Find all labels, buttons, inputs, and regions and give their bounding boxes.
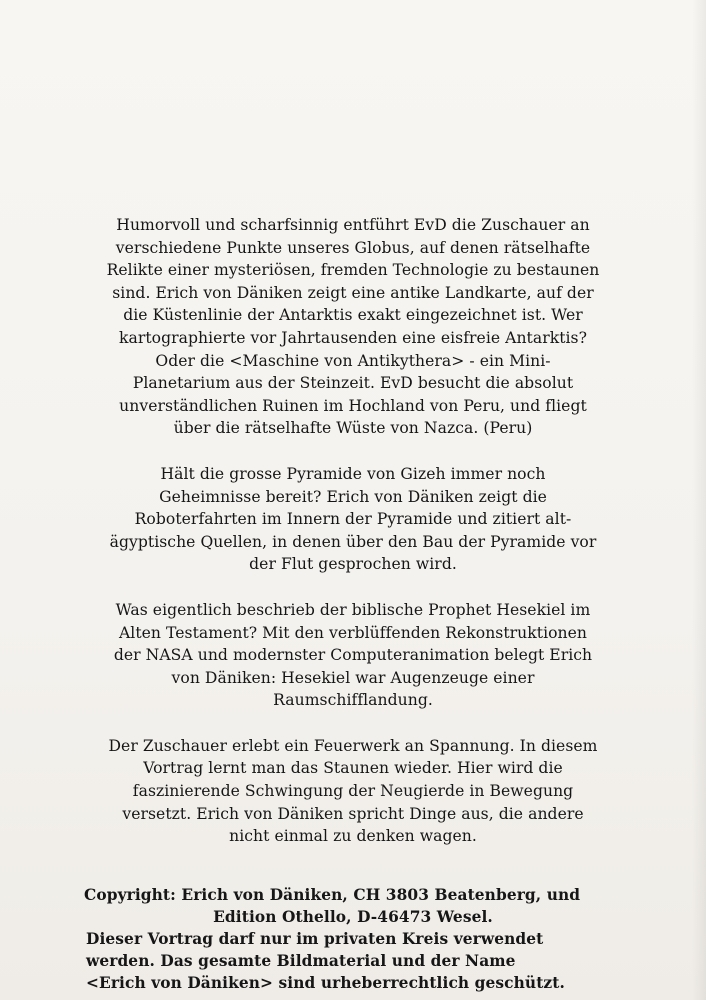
paragraph-hesekiel xyxy=(78,599,628,712)
text-line: Der Zuschauer erlebt ein Feuerwerk an Spannung. In diesem xyxy=(108,736,598,755)
copyright-line: werden. Das gesamte Bildmaterial und der Name xyxy=(86,952,516,970)
text-line: der Flut gesprochen wird. xyxy=(249,555,457,574)
description-text xyxy=(78,214,628,871)
text-line: der NASA und modernster Computeranimation belegt Erich xyxy=(113,646,593,665)
text-line: kartographierte vor Jahrtausenden eine eisfreie Antarktis? xyxy=(118,328,588,347)
text-line: Roboterfahrten im Innern der Pyramide und zitiert alt- xyxy=(134,510,572,529)
text-line: nicht einmal zu denken wagen. xyxy=(229,827,477,846)
text-line: Vortrag lernt man das Staunen wieder. Hier wird die xyxy=(143,759,563,778)
text-line: Geheimnisse bereit? Erich von Däniken zeigt die xyxy=(159,487,547,506)
text-line: Humorvoll und scharfsinnig entführt EvD die Zuschauer an xyxy=(116,216,590,234)
text-line: Planetarium aus der Steinzeit. EvD besucht die absolut xyxy=(132,374,574,393)
text-line: Raumschifflandung. xyxy=(273,691,433,710)
text-line: Alten Testament? Mit den verblüffenden Rekonstruktionen xyxy=(118,623,588,642)
text-line: Relikte einer mysteriösen, fremden Technologie zu bestaunen xyxy=(106,261,600,280)
text-line: faszinierende Schwingung der Neugierde in Bewegung xyxy=(132,782,574,801)
copyright-line: Edition Othello, D-46473 Wesel. xyxy=(213,908,493,926)
text-line: Oder die <Maschine von Antikythera> - ein Mini- xyxy=(155,351,551,370)
text-line: ägyptische Quellen, in denen über den Bau der Pyramide vor xyxy=(109,532,597,551)
text-line: verschiedene Punkte unseres Globus, auf denen rätselhafte xyxy=(115,238,591,257)
text-line: versetzt. Erich von Däniken spricht Dinge aus, die andere xyxy=(122,804,584,823)
copyright-notice xyxy=(70,884,636,994)
text-line: Hält die grosse Pyramide von Gizeh immer noch xyxy=(160,464,546,483)
text-line: über die rätselhafte Wüste von Nazca. (Peru) xyxy=(173,419,533,438)
paragraph-pyramide xyxy=(78,463,628,576)
copyright-line: Dieser Vortrag darf nur im privaten Kreis verwendet xyxy=(86,930,544,948)
text-line: von Däniken: Hesekiel war Augenzeuge einer xyxy=(171,668,535,687)
text-line: sind. Erich von Däniken zeigt eine antike Landkarte, auf der xyxy=(112,283,594,302)
page-edge-shadow xyxy=(692,0,706,1000)
copyright-line: Copyright: Erich von Däniken, CH 3803 Beatenberg, und xyxy=(84,886,581,904)
text-line: Was eigentlich beschrieb der biblische Prophet Hesekiel im xyxy=(115,600,591,619)
paragraph-globus xyxy=(78,214,628,440)
text-line: die Küstenlinie der Antarktis exakt eingezeichnet ist. Wer xyxy=(123,306,583,325)
paragraph-feuerwerk xyxy=(78,735,628,848)
copyright-line: <Erich von Däniken> sind urheberrechtlich geschützt. xyxy=(86,974,565,992)
text-line: unverständlichen Ruinen im Hochland von Peru, und fliegt xyxy=(119,396,587,415)
